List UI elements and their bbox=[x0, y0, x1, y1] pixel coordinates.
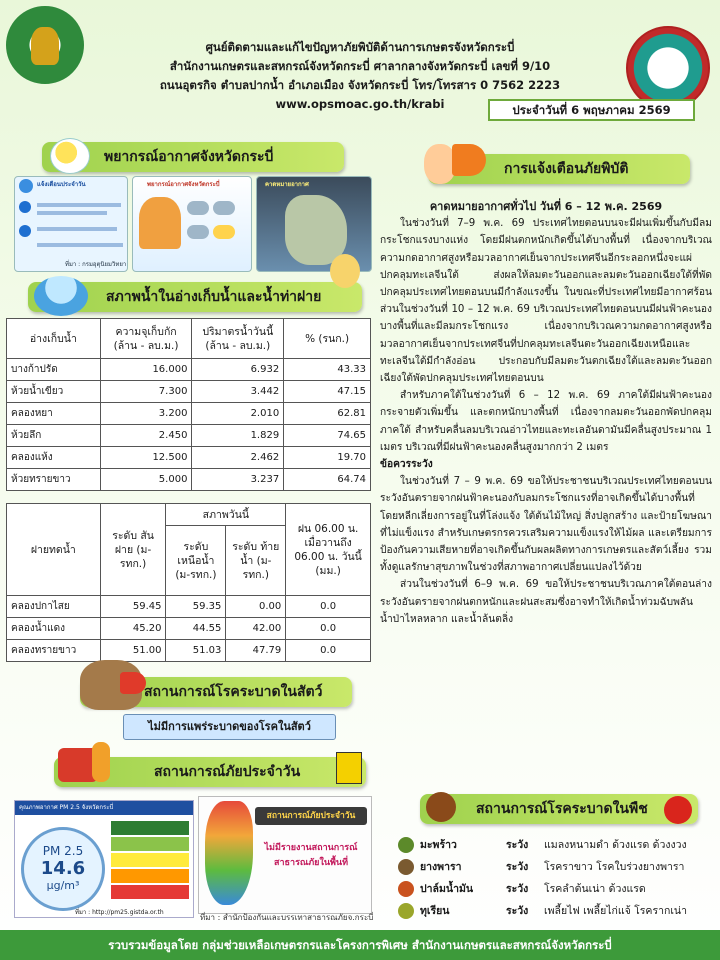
wind-icon bbox=[19, 225, 31, 237]
pm25-gauge bbox=[21, 827, 105, 911]
table-row bbox=[7, 640, 371, 662]
rain-cloud-icon bbox=[187, 201, 209, 215]
plant-name: มะพร้าว bbox=[420, 839, 457, 851]
warning-megaphone-icon bbox=[452, 144, 486, 176]
weir-upstream: 59.35 bbox=[166, 596, 226, 618]
weir-header-today: สภาพวันนี้ bbox=[166, 504, 286, 526]
rain-cloud-icon bbox=[187, 225, 209, 239]
animal-disease-status: ไม่มีการแพร่ระบาดของโรคในสัตว์ bbox=[123, 714, 336, 740]
coconut-icon bbox=[398, 837, 414, 853]
reservoir-volume: 3.442 bbox=[192, 381, 284, 403]
reservoir-percent: 74.65 bbox=[284, 425, 371, 447]
weir-header-upstream: ระดับ เหนือน้ำ (ม-รทก.) bbox=[166, 526, 226, 596]
alert-bell-icon bbox=[19, 179, 33, 193]
reservoir-percent: 62.81 bbox=[284, 403, 371, 425]
weir-crest: 51.00 bbox=[100, 640, 166, 662]
reservoir-capacity: 7.300 bbox=[100, 381, 192, 403]
reservoir-header-name: อ่างเก็บน้ำ bbox=[7, 319, 101, 359]
header-line-3: ถนนอุตรกิจ ตำบลปากน้ำ อำเภอเมือง จังหวัดกระบี่ โทร/โทรสาร 0 7562 2223 bbox=[159, 78, 561, 92]
weather-alert-title: แจ้งเตือนประจำวัน bbox=[37, 181, 86, 188]
plant-warning: ระวัง bbox=[506, 905, 529, 917]
weir-rain: 0.0 bbox=[286, 640, 371, 662]
plant-section-title: สถานการณ์โรคระบาดในพืช bbox=[476, 801, 648, 817]
daily-map-title: สถานการณ์ภัยประจำวัน bbox=[255, 807, 367, 825]
weir-rain: 0.0 bbox=[286, 618, 371, 640]
reservoir-volume: 1.829 bbox=[192, 425, 284, 447]
table-row bbox=[7, 596, 371, 618]
weir-header-crest: ระดับ สันฝาย (ม-รทก.) bbox=[100, 504, 166, 596]
plant-name: ทุเรียน bbox=[420, 905, 450, 917]
reservoir-capacity: 5.000 bbox=[100, 469, 192, 491]
reservoir-capacity: 12.500 bbox=[100, 447, 192, 469]
pm25-card bbox=[14, 800, 194, 918]
dpm-logo-icon bbox=[336, 752, 362, 784]
plant-detail: โรคลำต้นเน่า ด้วงแรด bbox=[544, 883, 646, 895]
weir-downstream: 47.79 bbox=[226, 640, 286, 662]
list-item bbox=[398, 878, 698, 900]
table-row bbox=[7, 425, 371, 447]
oil-palm-icon bbox=[398, 881, 414, 897]
reservoir-percent: 43.33 bbox=[284, 359, 371, 381]
reservoir-mascot-icon bbox=[330, 254, 360, 288]
reservoir-table bbox=[6, 318, 371, 491]
reservoir-volume: 2.010 bbox=[192, 403, 284, 425]
reservoir-header-capacity: ความจุเก็บกัก (ล้าน - ลบ.ม.) bbox=[100, 319, 192, 359]
beetle-icon bbox=[426, 792, 456, 822]
plant-detail: เพลี้ยไฟ เพลี้ยไก่แจ้ โรครากเน่า bbox=[544, 905, 688, 917]
header-line-1: ศูนย์ติดตามและแก้ไขปัญหาภัยพิบัติด้านการเกษตรจังหวัดกระบี่ bbox=[205, 40, 515, 54]
weather-cloud-sun-icon bbox=[50, 138, 90, 174]
reservoir-name: ห้วยน้ำเขียว bbox=[7, 381, 101, 403]
footer-credit: รวบรวมข้อมูลโดย กลุ่มช่วยเหลือเกษตรกรและโครงการพิเศษ สำนักงานเกษตรและสหกรณ์จังหวัดกระบี่ bbox=[0, 930, 720, 960]
caution-title: ข้อควรระวัง bbox=[380, 459, 433, 471]
caution-paragraph: ในช่วงวันที่ 7 – 9 พ.ค. 69 ขอให้ประชาชนบริเวณประเทศไทยตอนบนระวังอันตรายจากฝนฟ้าคะนองกับลมกระโชกแรงที่อาจเกิดขึ้นได้บางพื้นที่ โดยหลีกเลี่ยงการอยู่ในที่โล่งแจ้ง ใต้ต้นไม้ใหญ่ สิ่งปลูกสร้าง และป้ายโฆษณาที่ไม่แข็งแรง สำหรับเกษตรกรควรเสริมความแข็งแรงให้ไม้ผล และเตรียมการป้องกันความเสียหายที่อาจเกิดขึ้นกับผลผลิตทางการเกษตรและสัตว์เลี้ยง รวมทั้งดูแลรักษาสุขภาพในช่วงที่สภาพอากาศเปลี่ยนแปลงไว้ด้วย bbox=[380, 476, 712, 574]
reservoir-name: ห้วยทรายขาว bbox=[7, 469, 101, 491]
weather-alert-card bbox=[14, 176, 128, 272]
megaphone-icon bbox=[120, 672, 146, 694]
aqi-level-moderate bbox=[111, 837, 189, 851]
caution-paragraph: ส่วนในช่วงวันที่ 6–9 พ.ค. 69 ขอให้ประชาชนบริเวณภาคใต้ตอนล่าง ระวังอันตรายจากฝนตกหนักและฝนสะสมซึ่งอาจทำให้เกิดน้ำท่วมฉับพลัน น้ำป่าไหลหลาก และน้ำล้นตลิ่ง bbox=[380, 579, 712, 625]
weather-forecast-title: พยากรณ์อากาศจังหวัดกระบี่ bbox=[147, 181, 220, 188]
warning-subtitle: คาดหมายอากาศทั่วไป วันที่ 6 – 12 พ.ค. 2569 bbox=[429, 200, 663, 213]
reservoir-volume: 2.462 bbox=[192, 447, 284, 469]
plant-disease-list bbox=[398, 834, 698, 922]
pm25-source: ที่มา : http://pm25.gistda.or.th bbox=[75, 909, 164, 916]
table-row bbox=[7, 403, 371, 425]
aqi-level-unhealthy bbox=[111, 869, 189, 883]
warning-paragraph: สำหรับภาคใต้ในช่วงวันที่ 6 – 12 พ.ค. 69 ภาคใต้มีฝนฟ้าคะนองกระจายตัวเพิ่มขึ้น และตกหนักบางพื้นที่ เนื่องจากลมตะวันออกพัดปกคลุมภาคใต้ สำหรับคลื่นลมบริเวณอ่าวไทยและทะเลอันดามันมีคลื่นสูงประมาณ 1 เมตร บริเวณที่มีฝนฟ้าคะนองคลื่นสูงมากกว่า 2 เมตร bbox=[380, 390, 712, 453]
rain-cloud-icon bbox=[213, 201, 235, 215]
weather-section-title: พยากรณ์อากาศจังหวัดกระบี่ bbox=[104, 149, 274, 165]
reservoir-name: คลองแห้ง bbox=[7, 447, 101, 469]
weir-header-downstream: ระดับ ท้ายน้ำ (ม-รทก.) bbox=[226, 526, 286, 596]
weir-upstream: 44.55 bbox=[166, 618, 226, 640]
reservoir-percent: 19.70 bbox=[284, 447, 371, 469]
weather-mascot-icon bbox=[139, 197, 181, 249]
warning-paragraph: ในช่วงวันที่ 7–9 พ.ค. 69 ประเทศไทยตอนบนจะมีฝนเพิ่มขึ้นกับมีลมกระโชกแรงบางแห่ง โดยมีฝนตกหนักเกิดขึ้นได้บางพื้นที่ เนื่องจากบริเวณความกดอากาศสูงหรือมวลอากาศเย็นจากประเทศจีนอีกระลอกหนึ่งจะแผ่ปกคลุมทะเลจีนใต้ ส่งผลให้ลมตะวันออกและลมตะวันออกเฉียงใต้ที่พัดปกคลุมประเทศไทยตอนบนมีกำลังแรงขึ้น ในขณะที่ประเทศไทยมีอากาศร้อน ส่วนในช่วงวันที่ 10 – 12 พ.ค. 69 บริเวณประเทศไทยตอนบนมีฝนฟ้าคะนอง บางพื้นที่และมีลมกระโชกแรง เนื่องจากบริเวณความกดอากาศสูงหรือมวลอากาศเย็นจากประเทศจีนที่ปกคลุมทะเลจีนตะวันออกเฉียงเหนือและทะเลจีนใต้มีกำลังอ่อน ประกอบกับมีลมตะวันตกเฉียงใต้และลมตะวันออกเฉียงใต้พัดปกคลุมประเทศไทยตอนบน bbox=[380, 218, 712, 385]
reservoir-volume: 3.237 bbox=[192, 469, 284, 491]
water-dam-icon bbox=[34, 276, 88, 316]
weir-downstream: 42.00 bbox=[226, 618, 286, 640]
pm25-unit: µg/m³ bbox=[46, 879, 80, 892]
reservoir-percent: 64.74 bbox=[284, 469, 371, 491]
plant-warning: ระวัง bbox=[506, 861, 529, 873]
weather-images bbox=[14, 176, 372, 272]
province-map-icon bbox=[205, 801, 253, 905]
aqi-level-sensitive bbox=[111, 853, 189, 867]
daily-map-card bbox=[198, 796, 372, 914]
reservoir-header-percent: % (รนก.) bbox=[284, 319, 371, 359]
weir-name: คลองปกาไสย bbox=[7, 596, 101, 618]
plant-section-banner bbox=[420, 794, 698, 824]
agency-logo-right bbox=[626, 26, 710, 110]
thailand-map-icon bbox=[285, 195, 347, 265]
thermometer-icon bbox=[19, 201, 31, 213]
reservoir-percent: 47.15 bbox=[284, 381, 371, 403]
weir-header-name: ฝายทดน้ำ bbox=[7, 504, 101, 596]
reservoir-header-volume: ปริมาตรน้ำวันนี้ (ล้าน - ลบ.ม.) bbox=[192, 319, 284, 359]
durian-icon bbox=[398, 903, 414, 919]
weir-header-rain: ฝน 06.00 น. เมื่อวานถึง 06.00 น. วันนี้ (มม.) bbox=[286, 504, 371, 596]
report-date: ประจำวันที่ 6 พฤษภาคม 2569 bbox=[488, 99, 695, 121]
table-row bbox=[7, 618, 371, 640]
reservoir-capacity: 3.200 bbox=[100, 403, 192, 425]
weir-rain: 0.0 bbox=[286, 596, 371, 618]
plant-name: ยางพารา bbox=[420, 861, 462, 873]
pm25-card-title: คุณภาพอากาศ PM 2.5 จังหวัดกระบี่ bbox=[15, 801, 193, 815]
warning-section-title: การแจ้งเตือนภัยพิบัติ bbox=[504, 161, 629, 177]
weir-downstream: 0.00 bbox=[226, 596, 286, 618]
table-row bbox=[7, 381, 371, 403]
header-line-2: สำนักงานเกษตรและสหกรณ์จังหวัดกระบี่ ศาลากลางจังหวัดกระบี่ เลขที่ 9/10 bbox=[169, 59, 551, 73]
list-item bbox=[398, 900, 698, 922]
reservoir-capacity: 16.000 bbox=[100, 359, 192, 381]
sun-icon bbox=[213, 225, 235, 239]
ladybug-icon bbox=[664, 796, 692, 824]
animal-section-title: สถานการณ์โรคระบาดในสัตว์ bbox=[144, 684, 323, 700]
weir-upstream: 51.03 bbox=[166, 640, 226, 662]
list-item bbox=[398, 834, 698, 856]
firefighter-icon bbox=[92, 742, 110, 782]
plant-detail: โรคราขาว โรคใบร่วงยางพารา bbox=[544, 861, 685, 873]
weir-table bbox=[6, 503, 371, 662]
daily-section-title: สถานการณ์ภัยประจำวัน bbox=[154, 764, 301, 780]
pm25-value: 14.6 bbox=[40, 858, 86, 879]
plant-warning: ระวัง bbox=[506, 839, 529, 851]
reservoir-section-title: สภาพน้ำในอ่างเก็บน้ำและน้ำท่าฝาย bbox=[106, 289, 322, 305]
aqi-level-good bbox=[111, 821, 189, 835]
warning-text bbox=[380, 198, 712, 628]
daily-source-note: ที่มา : สำนักป้องกันและบรรเทาสาธารณภัยจ.กระบี่ bbox=[200, 913, 374, 922]
daily-map-status: ไม่มีรายงานสถานการณ์สาธารณภัยในพื้นที่ bbox=[264, 843, 358, 868]
pm25-label: PM 2.5 bbox=[42, 844, 84, 858]
weir-name: คลองทรายขาว bbox=[7, 640, 101, 662]
reservoir-name: ห้วยลึก bbox=[7, 425, 101, 447]
weather-forecast-card bbox=[132, 176, 252, 272]
aqi-level-hazardous bbox=[111, 885, 189, 899]
table-row bbox=[7, 447, 371, 469]
reservoir-name: คลองหยา bbox=[7, 403, 101, 425]
reservoir-capacity: 2.450 bbox=[100, 425, 192, 447]
weather-outlook-title: คาดหมายอากาศ bbox=[265, 181, 309, 188]
plant-detail: แมลงหนามดำ ด้วงแรด ด้วงงวง bbox=[544, 839, 687, 851]
header-website-link[interactable]: www.opsmoac.go.th/krabi bbox=[275, 97, 445, 111]
reservoir-name: บางก้าปรัด bbox=[7, 359, 101, 381]
plant-warning: ระวัง bbox=[506, 883, 529, 895]
agency-logo-left bbox=[6, 6, 84, 84]
weir-crest: 59.45 bbox=[100, 596, 166, 618]
list-item bbox=[398, 856, 698, 878]
weir-crest: 45.20 bbox=[100, 618, 166, 640]
table-row bbox=[7, 469, 371, 491]
weather-alert-source: ที่มา : กรมอุตุนิยมวิทยา bbox=[65, 261, 127, 268]
plant-name: ปาล์มน้ำมัน bbox=[420, 883, 474, 895]
reservoir-volume: 6.932 bbox=[192, 359, 284, 381]
rubber-tree-icon bbox=[398, 859, 414, 875]
table-row bbox=[7, 359, 371, 381]
weir-name: คลองน้ำแดง bbox=[7, 618, 101, 640]
